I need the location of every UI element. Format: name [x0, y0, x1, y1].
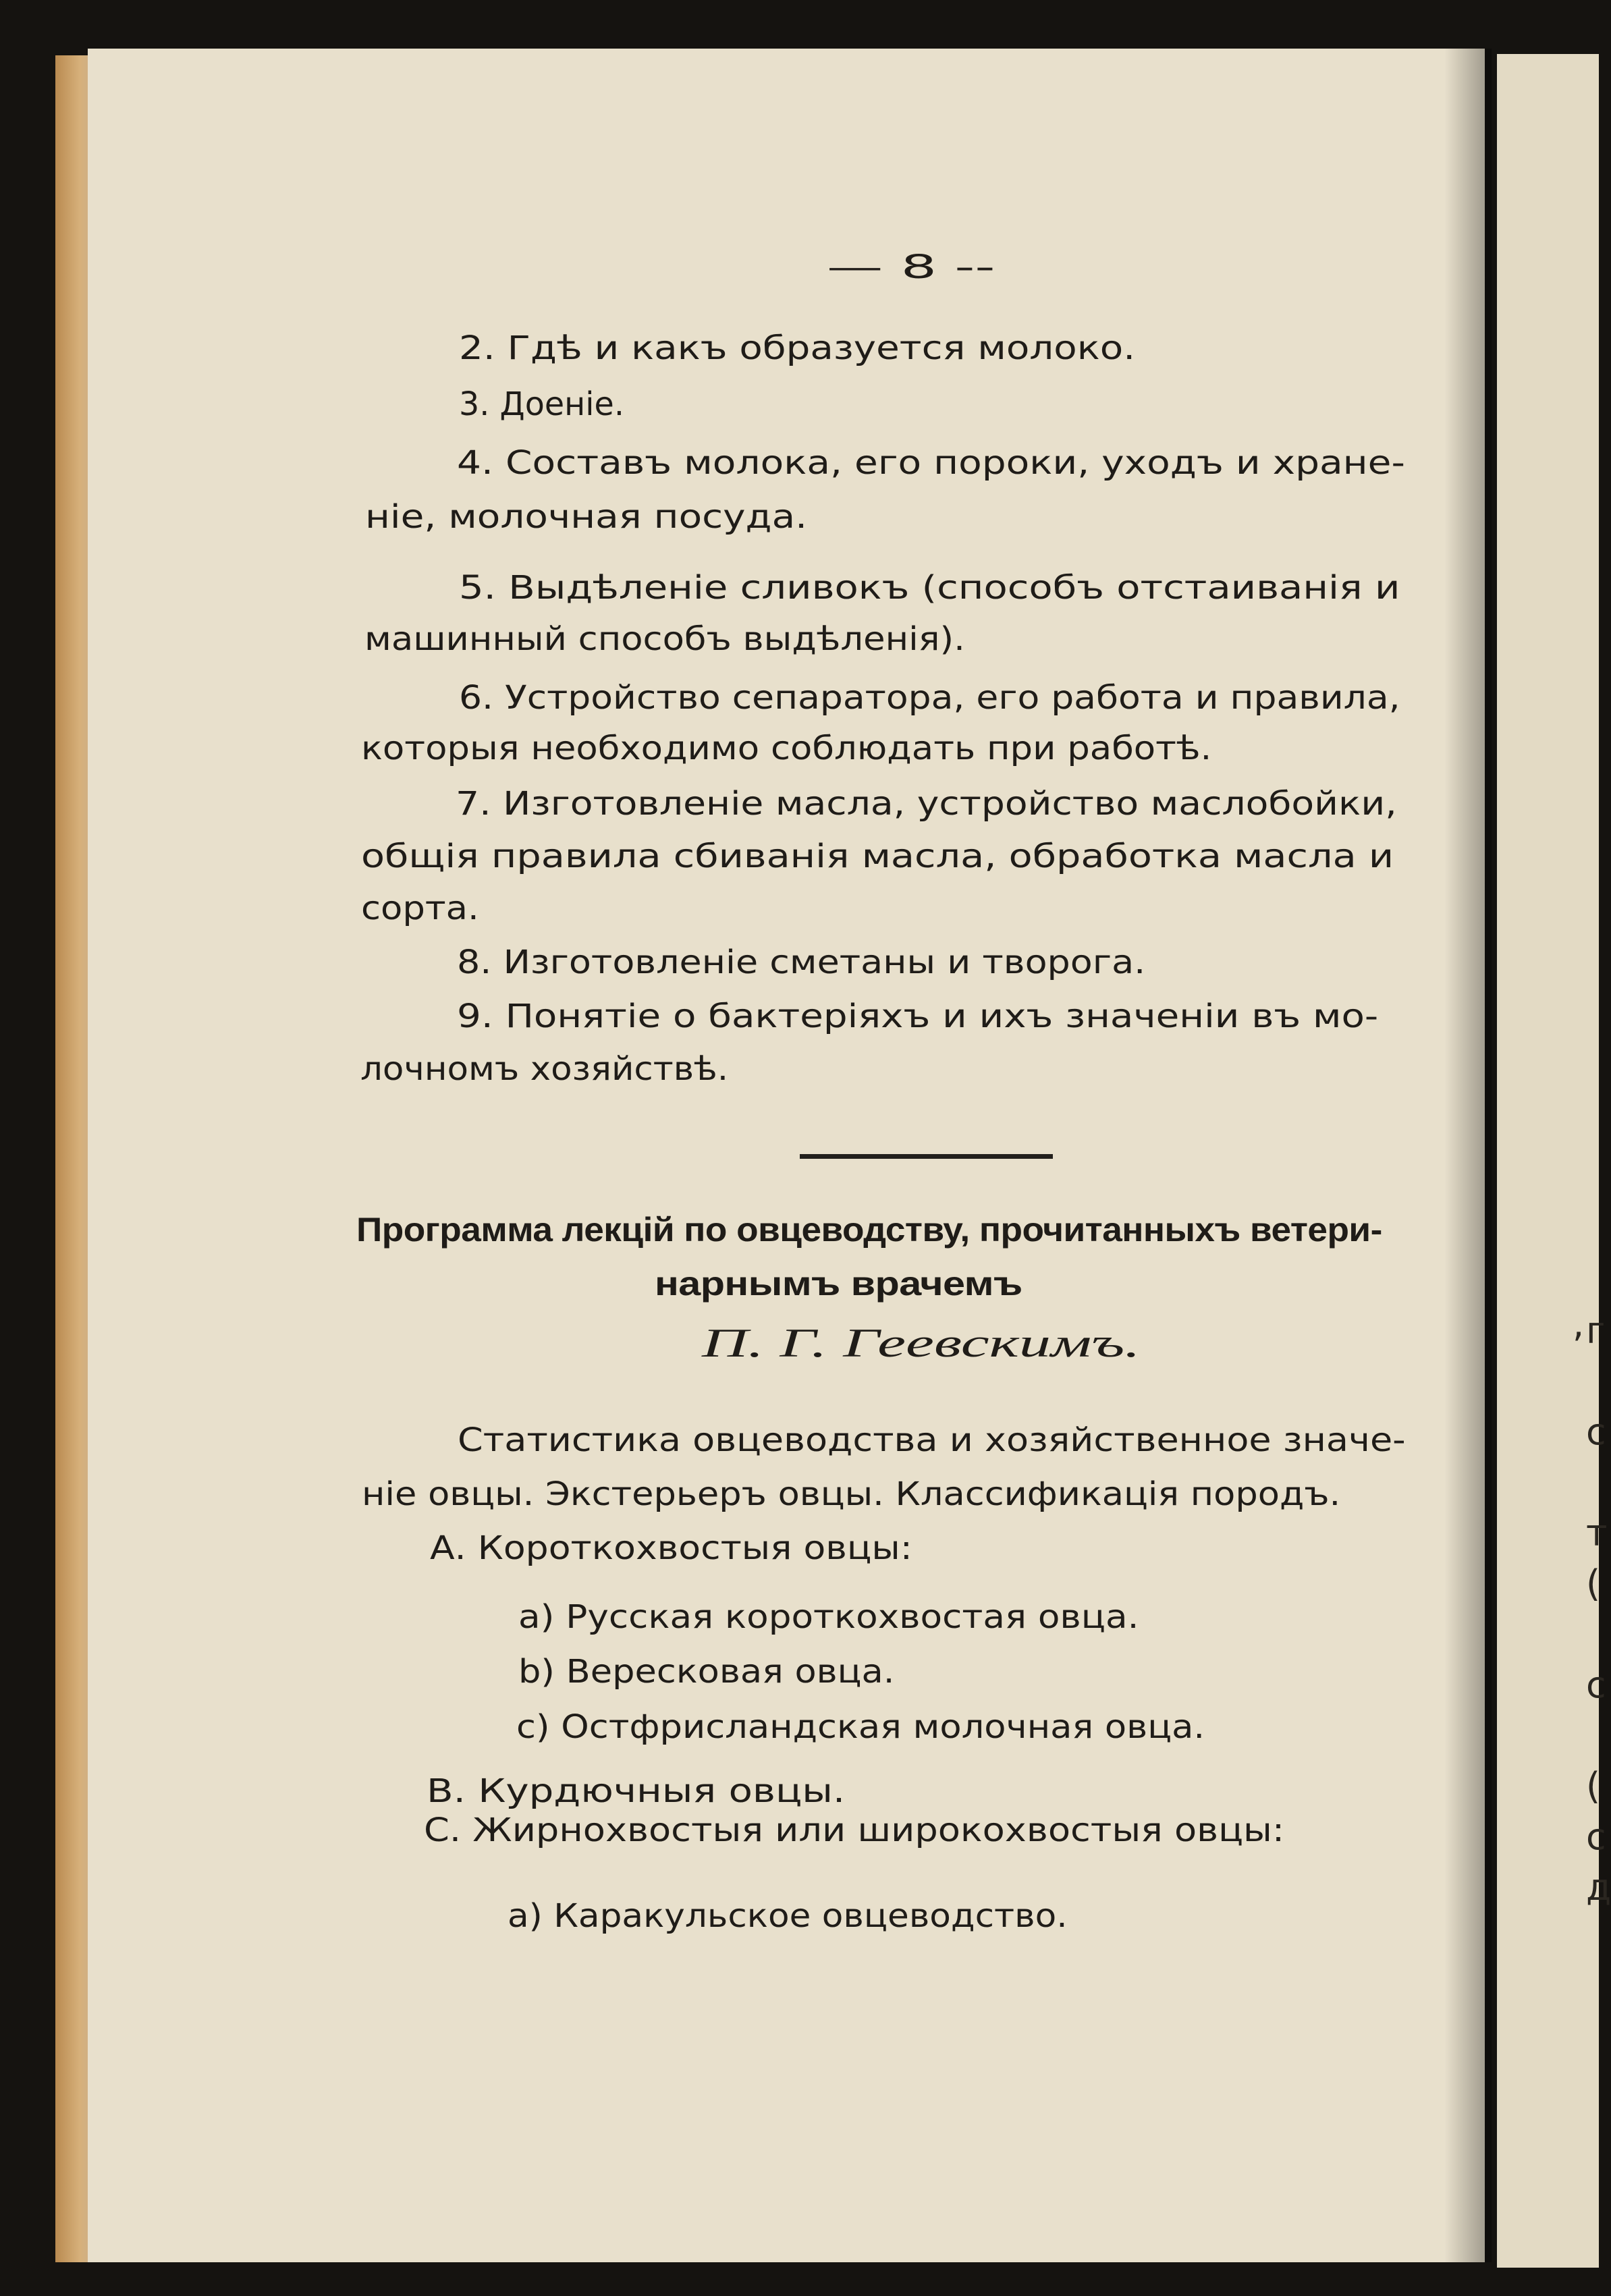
list-item: 6. Устройство сепаратора, его работа и правила, [459, 679, 1400, 717]
list-item: с) Остфрисландская молочная овца. [516, 1708, 1205, 1746]
next-page-fragment: т [1586, 1512, 1608, 1554]
list-item: b) Вересковая овца. [518, 1653, 895, 1691]
list-item-continuation: лочномъ хозяйствѣ. [360, 1050, 729, 1088]
list-item: 5. Выдѣленіе сливокъ (способъ отстаиванія и [459, 569, 1400, 607]
list-item-continuation: сорта. [361, 890, 479, 927]
next-page-fragment: , [1573, 1303, 1585, 1345]
list-item: В. Курдючныя овцы. [427, 1772, 846, 1810]
list-item: 2. Гдѣ и какъ образуется молоко. [459, 329, 1136, 367]
page-gutter-shadow [1444, 49, 1492, 2262]
list-item-continuation: общія правила сбиванія масла, обработка масла и [361, 838, 1394, 875]
paragraph-line: Статистика овцеводства и хозяйственное значе- [458, 1421, 1406, 1459]
list-item: С. Жирнохвостыя или широкохвостыя овцы: [424, 1811, 1285, 1849]
next-page-fragment: д [1586, 1866, 1611, 1909]
list-item: 9. Понятіе о бактеріяхъ и ихъ значеніи въ мо- [457, 997, 1379, 1035]
author-name: П. Г. Геевскимъ. [702, 1321, 1141, 1365]
paragraph-line: ніе овцы. Экстерьеръ овцы. Классификація породъ. [362, 1475, 1341, 1513]
next-page-fragment: с [1586, 1411, 1606, 1453]
list-item: 8. Изготовленіе сметаны и творога. [457, 944, 1146, 981]
next-page-fragment: ( [1586, 1562, 1601, 1605]
list-item: а) Каракульское овцеводство. [508, 1897, 1068, 1935]
next-page-edge [1497, 54, 1599, 2268]
next-page-fragment: ( [1586, 1765, 1601, 1807]
section-heading: Программа лекцій по овцеводству, прочитанныхъ ветери- [356, 1211, 1382, 1249]
list-item: 7. Изготовленіе масла, устройство маслобойки, [456, 785, 1397, 823]
next-page-fragment: с [1586, 1815, 1606, 1858]
list-item-continuation: которыя необходимо соблюдать при работѣ. [361, 730, 1212, 767]
section-divider [800, 1154, 1053, 1159]
list-item: 4. Составъ молока, его пороки, уходъ и хране- [457, 444, 1405, 482]
list-item-continuation: машинный способъ выдѣленія). [364, 620, 965, 658]
list-item: 3. Доеніе. [459, 385, 624, 423]
next-page-fragment: с [1586, 1664, 1606, 1706]
list-item: а) Русская короткохвостая овца. [518, 1598, 1139, 1636]
list-item: А. Короткохвостыя овцы: [430, 1529, 912, 1567]
page-number: — 8 -- [827, 248, 995, 286]
next-page-fragment: г [1586, 1309, 1606, 1352]
section-heading: нарнымъ врачемъ [655, 1265, 1022, 1303]
list-item-continuation: ніе, молочная посуда. [365, 498, 808, 536]
